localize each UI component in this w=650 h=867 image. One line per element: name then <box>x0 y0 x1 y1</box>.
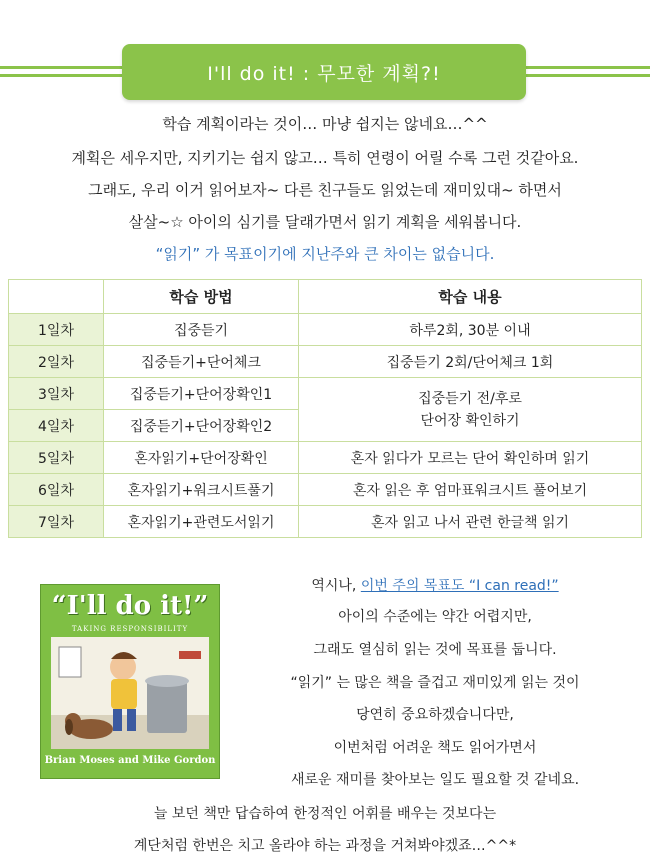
right-line-4: 당연히 중요하겠습니다만, <box>356 707 514 723</box>
method-cell: 혼자읽기+워크시트풀기 <box>104 474 299 506</box>
day-cell: 5일차 <box>9 442 104 474</box>
book-title: “I'll do it!” <box>51 591 209 621</box>
goal-prefix: 역시나, <box>311 578 361 594</box>
table-row <box>9 506 642 538</box>
right-line-1: 아이의 수준에는 약간 어렵지만, <box>338 609 532 625</box>
intro-line-3: 그래도, 우리 이거 읽어보자~ 다른 친구들도 읽었는데 재미있대~ 하면서 <box>88 181 562 199</box>
day-cell: 3일차 <box>9 378 104 410</box>
right-line-3: “읽기” 는 많은 책을 즐겁고 재미있게 읽는 것이 <box>290 675 580 691</box>
book-cover <box>40 584 220 779</box>
table-row <box>9 314 642 346</box>
day-cell: 7일차 <box>9 506 104 538</box>
right-line-2: 그래도 열심히 읽는 것에 목표를 둡니다. <box>313 642 557 658</box>
day-cell: 4일차 <box>9 410 104 442</box>
title-banner <box>122 44 526 100</box>
bottom-line-1: 늘 보던 책만 답습하여 한정적인 어휘를 배우는 것보다는 <box>153 806 497 822</box>
method-cell: 집중듣기+단어장확인1 <box>104 378 299 410</box>
book-subtitle: TAKING RESPONSIBILITY <box>71 625 189 633</box>
method-cell: 집중듣기+단어체크 <box>104 346 299 378</box>
day-cell: 1일차 <box>9 314 104 346</box>
banner-rule-left <box>0 66 122 69</box>
content-cell-merged: 집중듣기 전/후로 단어장 확인하기 <box>299 378 642 442</box>
book-authors: Brian Moses and Mike Gordon <box>44 755 216 766</box>
right-line-5: 이번처럼 어려운 책도 읽어가면서 <box>333 740 537 756</box>
banner-rule-right <box>526 66 650 69</box>
goal-link[interactable]: 이번 주의 목표도 “I can read!” <box>360 578 559 594</box>
method-cell: 집중듣기 <box>104 314 299 346</box>
table-row <box>9 378 642 410</box>
right-line-goal <box>230 576 640 596</box>
study-plan-table <box>8 279 642 538</box>
intro-line-2: 계획은 세우지만, 지키기는 쉽지 않고… 특히 연령이 어릴 수록 그런 것같아요. <box>71 149 579 167</box>
day-cell: 2일차 <box>9 346 104 378</box>
content-cell: 혼자 읽은 후 엄마표워크시트 풀어보기 <box>299 474 642 506</box>
intro-highlight: “읽기” 가 목표이기에 지난주와 큰 차이는 없습니다. <box>155 245 495 263</box>
method-cell: 혼자읽기+단어장확인 <box>104 442 299 474</box>
day-cell: 6일차 <box>9 474 104 506</box>
right-line-6: 새로운 재미를 찾아보는 일도 필요할 것 같네요. <box>290 772 580 788</box>
method-cell: 혼자읽기+관련도서읽기 <box>104 506 299 538</box>
banner-rule-left-2 <box>0 74 122 77</box>
table-row <box>9 442 642 474</box>
table-header-row <box>9 280 642 314</box>
banner-rule-right-2 <box>526 74 650 77</box>
content-cell: 집중듣기 2회/단어체크 1회 <box>299 346 642 378</box>
header-empty <box>9 280 104 314</box>
content-cell: 혼자 읽다가 모르는 단어 확인하며 읽기 <box>299 442 642 474</box>
banner-title: I'll do it! : 무모한 계획?! <box>207 62 441 85</box>
bottom-line-2: 계단처럼 한번은 치고 올라야 하는 과정을 거쳐봐야겠죠…^^* <box>133 838 517 854</box>
illustration-icon <box>51 637 209 749</box>
book-illustration <box>51 637 209 749</box>
content-cell: 혼자 읽고 나서 관련 한글책 읽기 <box>299 506 642 538</box>
intro-line-4: 살살~☆ 아이의 심기를 달래가면서 읽기 계획을 세워봅니다. <box>128 213 522 231</box>
intro-line-1: 학습 계획이라는 것이… 마냥 쉽지는 않네요…^^ <box>162 115 488 133</box>
table-row <box>9 474 642 506</box>
header-method: 학습 방법 <box>104 280 299 314</box>
content-cell: 하루2회, 30분 이내 <box>299 314 642 346</box>
method-cell: 집중듣기+단어장확인2 <box>104 410 299 442</box>
table-row <box>9 346 642 378</box>
header-content: 학습 내용 <box>299 280 642 314</box>
